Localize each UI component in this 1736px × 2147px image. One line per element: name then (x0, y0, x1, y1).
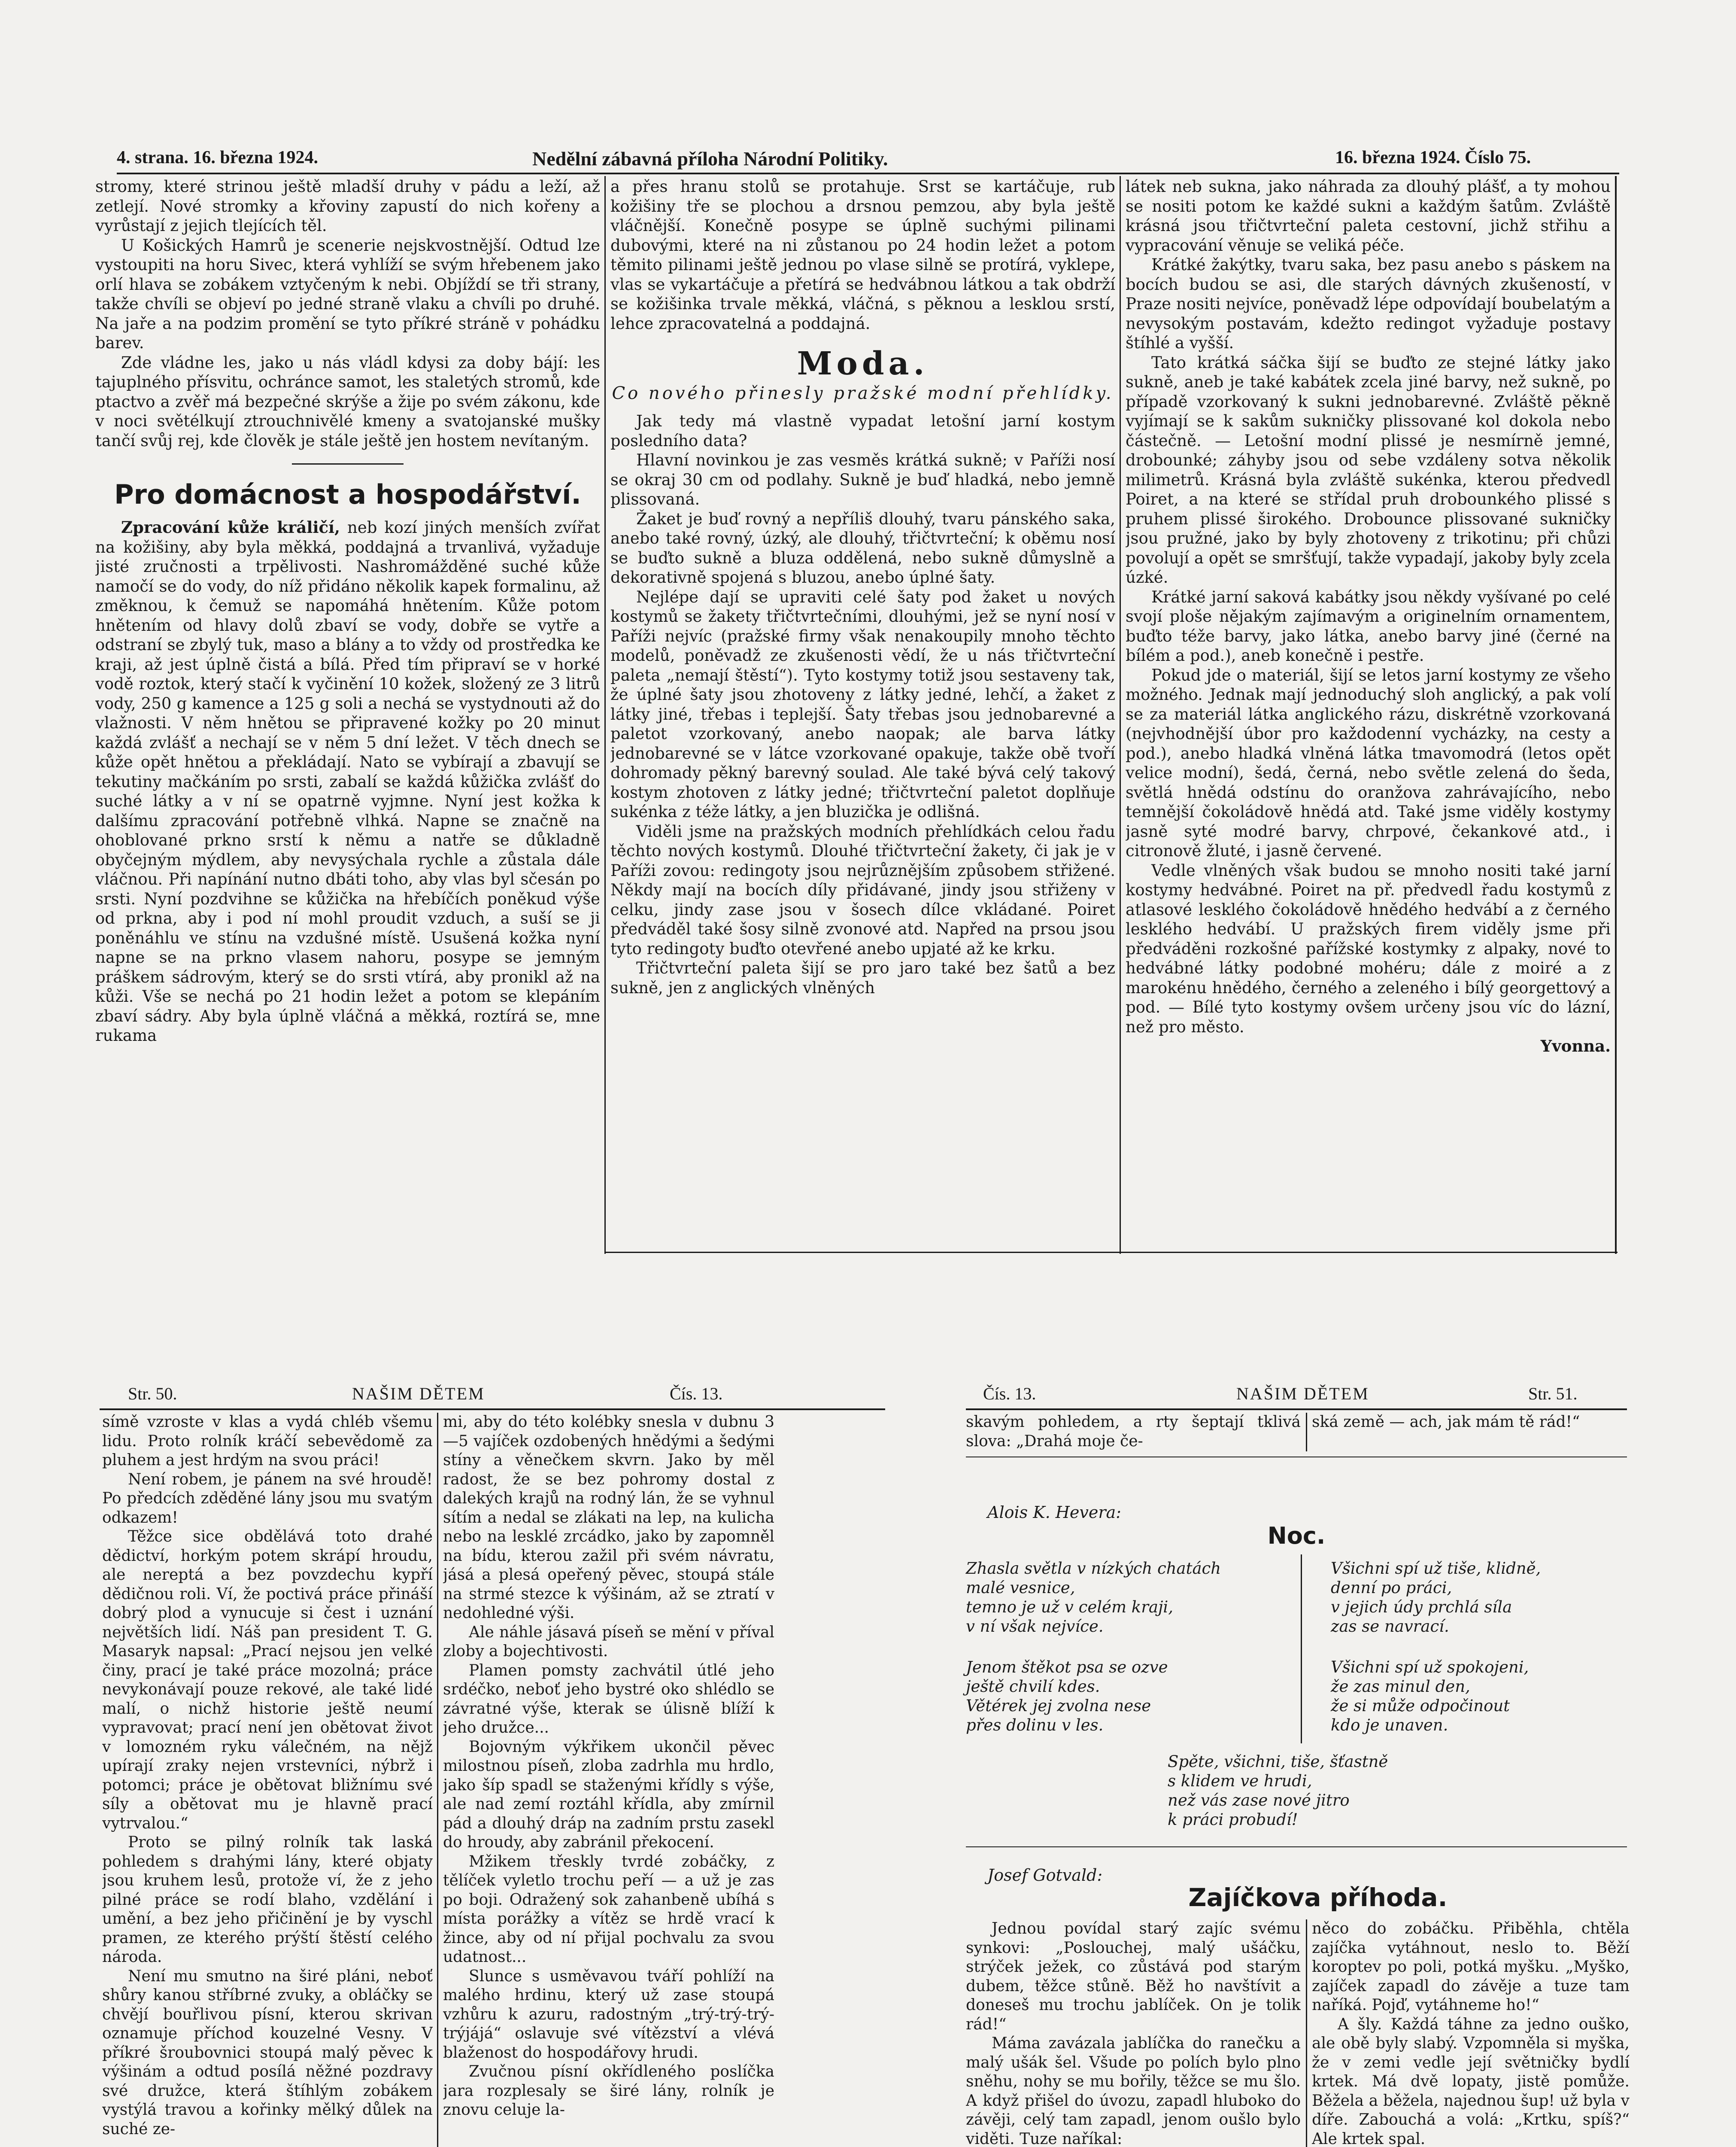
paragraph: Tato krátká sáčka šijí se buďto ze stejné látky jako sukně, aneb je také kabátek zcela jiné barvy, než sukně, po případě vzorkovaný k sukni jednobarevné. Zvláště pěkně vyjímají se k sakům sukničky plissované kol dokola nebo částečně. — Letošní modní plissé je nesmírně jemné, drobounké; záhyby jsou od sebe vzdáleny sotva několik milimetrů. Krásná byla zvláště sukénka, kterou předvedl Poiret, a na které se střídal pruh drobounkého plissé s pruhem plissé širokého. Drobounce plissované sukničky jsou pružné, jako by byly zhotoveny z trikotinu; při chůzi povolují a opět se smršťují, takže vypadají, jakoby byly zcela úzké. (1126, 353, 1611, 587)
paragraph: Hlavní novinkou je zas vesměs krátká sukně; v Paříži nosí se okraj 30 cm od podlahy. Sukně je buď hladká, nebo jemně plissovaná. (610, 451, 1115, 508)
bottom-right-header-center: NAŠIM DĚTEM (1236, 1384, 1369, 1403)
poem-divider (1301, 1554, 1302, 1743)
paragraph: Zvučnou písní okřídleného poslíčka jara rozplesaly se širé lány, rolník je znovu celuje la- (443, 2063, 774, 2119)
bottom-left-column-2 (443, 1413, 774, 2147)
poem-line: přes dolinu v les. (966, 1716, 1104, 1734)
top-column-2 (610, 177, 1115, 1250)
author-signature: Yvonna. (1540, 1037, 1611, 1055)
top-header-right: 16. března 1924. Číslo 75. (1335, 148, 1531, 167)
page-right-rule (1615, 176, 1617, 1254)
paragraph: Bojovným výkřikem ukončil pěvec milostnou píseň, zloba zadrhla mu hrdlo, jako šíp spadl se staženými křídly s výše, ale nad zemí roztáhl křídla, aby zmírnil pád a dlouhý dráp na zadním prstu zasekl do hroudy, aby zabránil překocení. (443, 1738, 774, 1851)
paragraph: látek neb sukna, jako náhrada za dlouhý plášť, a ty mohou se nositi potom ke každé sukni a každým šatům. Zvláště krásná jsou třičtvrteční paleta cestovní, jichž střihu a vypracování věnuje se veliká péče. (1126, 177, 1611, 255)
bottom-left-header-rule (100, 1408, 885, 1410)
poem-line: že si může odpočinout (1331, 1697, 1510, 1715)
poem-author: Alois K. Hevera: (987, 1503, 1121, 1522)
bottom-left-header-left: Str. 50. (128, 1384, 177, 1403)
paragraph: Žaket je buď rovný a nepříliš dlouhý, tvaru pánského saka, anebo také rovný, úzký, ale dlouhý, třičtvrteční; k oběmu nosí se buďto sukně a bluza oddělená, nebo sukně důmyslně a dekorativně spojená s bluzou, anebo úplné šaty. (610, 509, 1115, 587)
article-subheading: Co nového přinesly pražské modní přehlídky. (612, 383, 1114, 403)
poem-line: zas se navrací. (1331, 1617, 1449, 1636)
poem-line: Všichni spí už tiše, klidně, (1331, 1559, 1541, 1578)
bottom-left-header-right: Čís. 13. (670, 1384, 723, 1403)
bottom-right-carryover-left (966, 1413, 1301, 1456)
bottom-right-header-right: Str. 51. (1528, 1384, 1578, 1403)
poem-line: s klidem ve hrudi, (1168, 1772, 1312, 1790)
bottom-left-column-1 (102, 1413, 433, 2147)
column-divider (1306, 1413, 1307, 1451)
paragraph: Slunce s usměvavou tváří pohlíží na malého hrdinu, který už zase stoupá vzhůru k azuru, radostným „trý-trý-trý-trýjájá“ oslavuje své vítězství a vlévá blaženost do hospodářovy hrudi. (443, 1967, 774, 2062)
paragraph: A šly. Každá táhne za jedno ouško, ale obě byly slabý. Vzpomněla si myška, že v zemi vedle její světničky bydlí krtek. Má dvě lopaty, jistě pomůže. Běžela a běžela, najednou šup! už byla v díře. Zabouchá a volá: „Krtku, spíš?“ Ale krtek spal. (1312, 2015, 1630, 2147)
paragraph: símě vzroste v klas a vydá chléb všemu lidu. Proto rolník kráčí sebevědomě za pluhem a jest hrdým na svou práci! (102, 1413, 433, 1469)
story-column-right (1312, 1919, 1630, 2147)
column-divider (437, 1413, 438, 2147)
section-divider (292, 463, 404, 465)
poem-line: Spěte, všichni, tiše, šťastně (1168, 1752, 1388, 1771)
paragraph: Máma zavázala jablíčka do ranečku a malý ušák šel. Všude po polích bylo plno sněhu, nohy se mu bořily, těžce se mu šlo. A když přišel do úvozu, zapadl hluboko do závěji, celý tam zapadl, jenom oušlo bylo viděti. Tuze naříkal: (966, 2034, 1301, 2147)
top-header-center: Nedělní zábavná příloha Národní Politiky. (532, 148, 888, 170)
paragraph: U Košických Hamrů je scenerie nejskvostnější. Odtud lze vystoupiti na horu Sivec, která vyhlíží se svým hřebenem jako orlí hlava se zobákem vztyčeným k nebi. Objíždí se tři strany, takže chvíli se objeví po jedné straně vlaku a chvíli po druhé. Na jaře a na podzim promění se tyto příkré stráně v pohádku barev. (95, 236, 600, 352)
poem-line: Zhasla světla v nízkých chatách (966, 1559, 1221, 1578)
poem-stanza-3 (1331, 1559, 1623, 1636)
top-column-1 (95, 177, 600, 1250)
paragraph: skavým pohledem, a rty šeptají tklivá slova: „Drahá moje če- (966, 1413, 1301, 1450)
section-heading: Pro domácnost a hospodářství. (114, 479, 581, 510)
paragraph: a přes hranu stolů se protahuje. Srst se kartáčuje, rub kožišiny tře se plochou a drsnou pemzou, aby byla ještě vláčnější. Konečně posype se úplně suchými pilinami dubovými, které na ni zůstanou po 24 hodin ležet a potom těmito pilinami ještě jednou po vlase silně se protírá, vyklepe, vlas se vykartáčuje a přetírá se hedvábnou látkou a tak obdrží se kožišinka trvale měkká, vláčná, s pěknou a lesklou srstí, lehce zpracovatelná a poddajná. (610, 177, 1115, 333)
story-column-left (966, 1919, 1301, 2147)
bottom-right-header-left: Čís. 13. (983, 1384, 1036, 1403)
top-header-left: 4. strana. 16. března 1924. (117, 148, 318, 167)
poem-stanza-2 (966, 1657, 1292, 1735)
paragraph: něco do zobáčku. Přiběhla, chtěla zajíčka vytáhnout, neslo to. Běží koroptev po poli, potká myšku. „Myško, zajíček zapadl do závěje a tuze tam naříká. Pojď, vytáhneme ho!“ (1312, 1920, 1630, 2014)
paragraph: Jak tedy má vlastně vypadat letošní jarní kostym posledního data? (610, 412, 1115, 450)
top-header-rule (117, 173, 1619, 174)
paragraph: Jednou povídal starý zajíc svému synkovi: „Poslouchej, malý ušáčku, strýček ježek, co zůstává pod starým dubem, těžce stůně. Běž ho navštívit a doneseš mu trochu jablíček. On je tolik rád!“ (966, 1920, 1301, 2033)
top-bottom-rule (604, 1252, 1618, 1253)
paragraph: Pokud jde o materiál, šijí se letos jarní kostymy ze všeho možného. Jednak mají jednoduchý sloh anglický, a pak volí se za materiál látka anglického rázu, diskrétně vzorkovaná (nejvhodnější úbor pro každodenní vycházky, na cesty a pod.), anebo hladká vlněná látka tmavomodrá (letos opět velice modní), šedá, černá, nebo světle zelená do šeda, světlá hnědá odstínu do oranžova zahrávajícího, nebo temnější čokoládově hnědá atd. Také jsme viděly kostymy jasně syté modré barvy, chrpové, čekankové atd., i citronově žluté, i jasně červené. (1126, 666, 1611, 860)
poem-line: ještě chvilí kdes. (966, 1677, 1100, 1696)
paragraph: Není robem, je pánem na své hroudě! Po předcích zděděné lány jsou mu svatým odkazem! (102, 1470, 433, 1527)
bottom-right-header-rule (966, 1408, 1627, 1410)
article-heading: Moda. (797, 345, 929, 382)
paragraph: Krátké žakýtky, tvaru saka, bez pasu anebo s páskem na bocích budou se asi, dle starých dávných zkušeností, v Praze nositi nejvíce, poněvadž lépe odpovídají boubelatým a nevysokým postavám, kdežto redingot vyžaduje postavy štíhlé a vyšší. (1126, 255, 1611, 352)
paragraph: Třičtvrteční paleta šijí se pro jaro také bez šatů a bez sukně, jen z anglických vlněných (610, 959, 1115, 997)
paragraph: stromy, které strinou ještě mladší druhy v pádu a leží, až zetlejí. Nové stromky a křoviny zapustí do nich kořeny a vyrůstají z jejich tlejících těl. (95, 177, 600, 235)
poem-line: kdo je unaven. (1331, 1716, 1448, 1734)
poem-stanza-5 (1168, 1752, 1468, 1829)
poem-line: temno je už v celém kraji, (966, 1598, 1174, 1616)
poem-line: než vás zase nové jitro (1168, 1791, 1350, 1809)
bottom-right-carryover-right (1312, 1413, 1630, 1456)
paragraph: ská země — ach, jak mám tě rád!“ (1312, 1413, 1580, 1431)
story-author: Josef Gotvald: (987, 1866, 1103, 1885)
paragraph: neb kozí jiných menších zvířat na kožišiny, aby byla měkká, poddajná a trvanlivá, vyžaduje jisté zručnosti a trpělivosti. Nashromážděné suché kůže namočí se do vody, do níž přidáno několik kapek formalinu, až změknou, k čemuž se napomáhá hnětením. Kůže potom hnětením od hlavy dolů zbaví se vody, dobře se vytře a odstraní se zbylý tuk, maso a blány a to vždy od prostředka ke kraji, až jest úplně čistá a bílá. Před tím připraví se v horké vodě roztok, který stačí k vyčinění 10 kožek, složený ze 3 litrů vody, 250 g kamence a 125 g soli a nechá se vystydnouti až do vlažnosti. V něm hnětou se připravené kožky po 20 minut každá zvlášť a nechají se v něm 5 dní ležet. V těch dnech se kůže opět hnětou a překládají. Nato se vybírají a zbavují se tekutiny mačkáním po srsti, zabalí se každá kůžička zvlášť do suché látky a v ní se opatrně vyjmne. Nyní jest kožka k dalšímu zpracování potřebně vlhká. Napne se značně na ohoblované prkno srstí k němu a natře se důkladně obyčejným mýdlem, aby nevysýchala rychle a zůstala dále vláčnou. Při napínání nutno dbáti toho, aby vlas byl sčesán po srsti. Nyní pozdvihne se kůžička na hřebíčích poněkud výše od prkna, aby i pod ní mohl proudit vzduch, a suší se ji poněnáhlu ve stínu na vzdušné místě. Usušená kožka nyní napne se na prkno vlasem nahoru, posype se jemným práškem sádrovým, který se do srsti vtírá, aby pronikl až na kůži. Vše se nechá po 21 hodin ležet a potom se klepáním zbaví sádry. Aby byla úplně vláčná a měkká, roztírá se, mne rukama (95, 518, 600, 1045)
poem-stanza-4 (1331, 1657, 1623, 1735)
poem-line: malé vesnice, (966, 1578, 1075, 1597)
paragraph: Proto se pilný rolník tak laská pohledem s drahými lány, které objaty jsou kruhem lesů, protože ví, že z jeho pilné práce se rodí blaho, vzdělání i umění, a bez jeho přičinění je by vyschl pramen, ze kterého prýští štěstí celého národa. (102, 1834, 433, 1966)
top-column-3 (1126, 177, 1611, 1250)
poem-line: Jenom štěkot psa se ozve (966, 1658, 1168, 1676)
paragraph: Mžikem třeskly tvrdé zobáčky, z tělíček vyletlo trochu peří — a už je zas po boji. Odražený sok zahanbeně ubíhá s místa porážky a vítěz se hrdě vrací k žince, aby od ní přijal pochvalu za svou udatnost... (443, 1852, 774, 1966)
column-divider (604, 176, 606, 1254)
paragraph: Nejlépe dají se upraviti celé šaty pod žaket u nových kostymů se žakety třičtvrtečními, dlouhými, jež se nyní nosí v Paříži nejvíc (pražské firmy však nenakoupily mnoho těchto modelů, poněvadž ze zkušenosti vědí, že u nás třičtvrteční paleta „nemají štěstí“). Tyto kostymy totiž jsou sestaveny tak, že úplné šaty jsou zhotoveny z látky jedné, lehčí, a žaket z látky jiné, třebas i teplejší. Šaty třebas jsou jednobarevné a paletot vzorkovaný, anebo naopak; ale barva látky jednobarevné se v látce vzorkované opakuje, takže obě tvoří dohromady pěkný barevný soulad. Ale také bývá celý takový kostym zhotoven z látky jedné; třičtvrteční paletot doplňuje sukénka z téže látky, a jen bluzička je odlišná. (610, 587, 1115, 821)
poem-line: k práci probudí! (1168, 1810, 1298, 1829)
poem-line: Větérek jej zvolna nese (966, 1697, 1151, 1715)
column-divider (1306, 1919, 1307, 2147)
paragraph-lead: Zpracování kůže králičí, (121, 518, 340, 537)
poem-title: Noc. (1267, 1522, 1326, 1549)
paragraph: Krátké jarní saková kabátky jsou někdy vyšívané po celé svojí ploše nějakým zajímavým a originelním ornamentem, buďto téže barvy, jako látka, anebo barvy jiné (černé na bílém a pod.), aneb konečně i pestře. (1126, 587, 1611, 665)
poem-line: Všichni spí už spokojeni, (1331, 1658, 1529, 1676)
column-divider (1120, 176, 1121, 1254)
paragraph: mi, aby do této kolébky snesla v dubnu 3—5 vajíček ozdobených hnědými a šedými stíny a věnečkem skvrn. Jako by měl radost, že se bez pohromy dostal z dalekých krajů na rodný lán, že se vyhnul sítím a nedal se zlákati na lep, na kulicha nebo na lesklé zrcádko, jako by zapomněl na bídu, kterou zažil při svém návratu, jásá a plesá opeřený pěvec, stoupá stále na strmé stezce k výšinám, až se ztratí v nedohledné výši. (443, 1413, 774, 1622)
paragraph: Viděli jsme na pražských modních přehlídkách celou řadu těchto nových kostymů. Dlouhé třičtvrteční žakety, či jak je v Paříži zovou: redingoty jsou nejrůznějším způsobem střižené. Někdy mají na bocích díly přidávané, jindy jsou střiženy v celku, jindy zase jsou v šosech dílce vkládané. Poiret předváděl také šosy silně zvonové atd. Napřed na prsou jsou tyto redingoty buďto otevřené anebo upjaté až ke krku. (610, 822, 1115, 958)
poem-line: denní po práci, (1331, 1578, 1452, 1597)
paragraph: Zde vládne les, jako u nás vládl kdysi za doby bájí: les tajuplného přísvitu, ochránce samot, les staletých stromů, kde ptactvo a zvěř má bezpečné skrýše a žije po svém zákonu, kde v noci světélkují ztrouchnivělé kmeny a svatojanské mušky tančí svůj rej, kde člověk je stále ještě jen hostem nevítaným. (95, 353, 600, 450)
story-title: Zajíčkova příhoda. (1188, 1883, 1448, 1912)
paragraph: Těžce sice obdělává toto drahé dědictví, horkým potem skrápí hroudu, ale nereptá a bez povzdechu kypří dědičnou roli. Ví, že poctivá práce přináší dobrý plod a vynucuje si čest i uznání největších lidí. Náš pan president T. G. Masaryk napsal: „Prací nejsou jen velké činy, prací je také práce mozolná; práce nevykonávají pouze rekové, ale také lidé malí, o nichž historie ještě neumí vypravovat; prací není jen obětovat život v lomozném ryku válečném, na nějž upírají zraky nejen vrstevníci, nýbrž i potomci; práce je obětovat bližnímu své síly a obětovat mu je hlavně prací vytrvalou.“ (102, 1528, 433, 1832)
paragraph: Není mu smutno na širé pláni, neboť shůry kanou stříbrné zvuky, a obláčky se chvějí bouřlivou písní, kterou skrivan oznamuje příchod kouzelné Vesny. V příkré šroubovnici stoupá malý pěvec k výšinám a odtud posílá něžné pozdravy své družce, která štíhlým zobákem vystýlá travou a kořinky mělký důlek na suché ze- (102, 1967, 433, 2138)
section-rule (966, 1846, 1627, 1847)
poem-line: že zas minul den, (1331, 1677, 1470, 1696)
paragraph: Ale náhle jásavá píseň se mění v příval zloby a bojechtivosti. (443, 1623, 774, 1660)
poem-line: v ní však nejvíce. (966, 1617, 1104, 1636)
bottom-left-header-center: NAŠIM DĚTEM (352, 1384, 485, 1403)
poem-line: v jejich údy prchlá síla (1331, 1598, 1512, 1616)
paragraph: Vedle vlněných však budou se mnoho nositi také jarní kostymy hedvábné. Poiret na př. předvedl řadu kostymů z atlasové lesklého čokoládově hnědého hedvábí a z černého lesklého hedvábí. U pražských firem viděly jsme při předváděni rozkošné pařížské kostymky z alpaky, nové to hedvábné látky podobné mohéru; dále z moiré a z marokénu hnědého, černého a zeleného i bílý georgettový a pod. — Bílé tyto kostymy ovšem určeny jsou víc do lázní, než pro město. (1126, 861, 1611, 1036)
poem-stanza-1 (966, 1559, 1292, 1636)
paragraph: Plamen pomsty zachvátil útlé jeho srdéčko, neboť jeho bystré oko shlédlo se závratné výše, kterak se úlisně blíží k jeho družce... (443, 1661, 774, 1736)
